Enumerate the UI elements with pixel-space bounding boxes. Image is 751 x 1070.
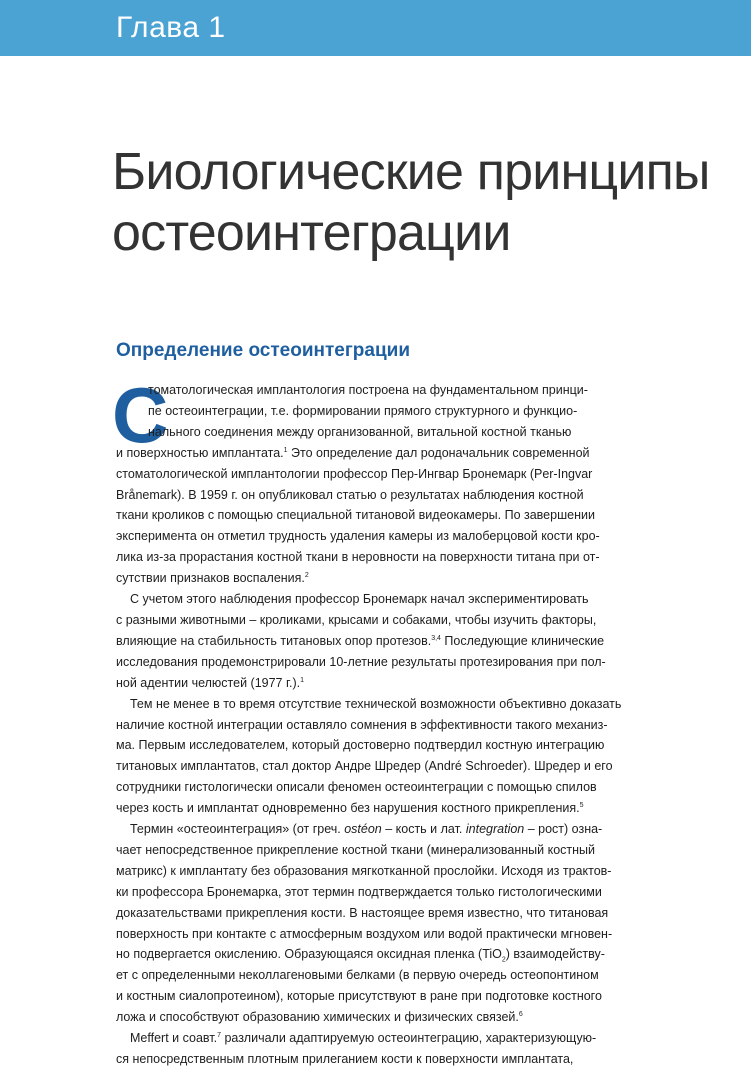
text-line: пе остеоинтеграции, т.е. формировании прямого структурного и функцио- (148, 403, 578, 418)
text-line: сотрудники гистологически описали феномен остеоинтеграции с помощью спилов (116, 780, 597, 795)
text-line: наличие костной интеграции оставляло сомнения в эффективности такого механиз- (116, 717, 608, 732)
text-line: лика из-за прорастания костной ткани в неровности на поверхности титана при от- (116, 550, 600, 565)
drop-cap: С (112, 371, 169, 459)
title-line-2: остеоинтеграции (112, 204, 511, 262)
text-line: С учетом этого наблюдения профессор Бронемарк начал экспериментировать (130, 592, 589, 607)
text-line: ма. Первым исследователем, который достоверно подтвердил костную интеграцию (116, 738, 605, 753)
text-line: ет с определенными неколлагеновыми белками (в первую очередь остеопонтином (116, 968, 599, 983)
text-line: доказательствами прикрепления кости. В настоящее время известно, что титановая (116, 905, 609, 920)
text-line: и костным сиалопротеином), которые присутствуют в ране при подготовке костного (116, 989, 602, 1004)
text-line: Тем не менее в то время отсутствие технической возможности объективно доказать (130, 696, 622, 711)
chapter-label: Глава 1 (116, 11, 226, 44)
body-text (116, 380, 636, 1070)
text-line: эксперимента он отметил трудность удаления камеры из малоберцовой кости кро- (116, 529, 600, 544)
text-line: Meffert и соавт.$^7$ различали адаптируемую остеоинтеграцию, характеризующую- (130, 1031, 597, 1046)
text-line: сутствии признаков воспаления.$^2$ (116, 571, 309, 586)
text-line: ложа и способствуют образованию химических и физических связей.$^6$ (116, 1010, 523, 1025)
text-line: титановых имплантатов, стал доктор Андре Шредер (André Schroeder). Шредер и его (116, 759, 613, 774)
title-line-1: Биологические принципы (112, 143, 710, 201)
text-line: с разными животными – кроликами, крысами и собаками, чтобы изучить факторы, (116, 612, 597, 627)
text-line: чает непосредственное прикрепление костной ткани (минерализованный костный (116, 842, 596, 857)
text-line: но подвергается окислению. Образующаяся оксидная пленка (TiO$_2$) взаимодейству- (116, 947, 605, 964)
text-line: ки профессора Бронемарка, этот термин подтверждается только гистологическими (116, 884, 602, 899)
text-line: Brånemark). В 1959 г. он опубликовал статью о результатах наблюдения костной (116, 487, 584, 502)
text-line: нального соединения между организованной, витальной костной тканью (148, 424, 572, 439)
section-heading: Определение остеоинтеграции (116, 340, 410, 361)
text-line: стоматологической имплантологии профессор Пер-Ингвар Бронемарк (Per-Ingvar (116, 466, 593, 481)
text-line: томатологическая имплантология построена на фундаментальном принци- (148, 383, 588, 397)
text-line: влияющие на стабильность титановых опор протезов.$^{3,4}$ Последующие клинические (116, 633, 605, 648)
text-line: через кость и имплантат одновременно без нарушения костного прикрепления.$^5$ (116, 801, 584, 816)
text-line: ткани кроликов с помощью специальной титановой видеокамеры. По завершении (116, 508, 595, 523)
text-line: ной адентии челюстей (1977 г.).$^1$ (116, 675, 305, 690)
text-line: поверхность при контакте с атмосферным воздухом или водой практически мгновен- (116, 926, 613, 941)
text-line: матрикс) к имплантату без образования мягкотканной прослойки. Исходя из трактов- (116, 863, 612, 878)
text-line: и поверхностью имплантата.$^1$ Это определение дал родоначальник современной (116, 445, 590, 460)
page-title (112, 142, 710, 264)
text-line: ся непосредственным плотным прилеганием кости к поверхности имплантата, (116, 1052, 574, 1066)
text-line: исследования продемонстрировали 10-летние результаты протезирования при пол- (116, 654, 606, 669)
chapter-header-bar (0, 0, 751, 56)
text-line: Термин «остеоинтеграция» (от греч. ostéon – кость и лат. integration – рост) озна- (130, 822, 603, 837)
